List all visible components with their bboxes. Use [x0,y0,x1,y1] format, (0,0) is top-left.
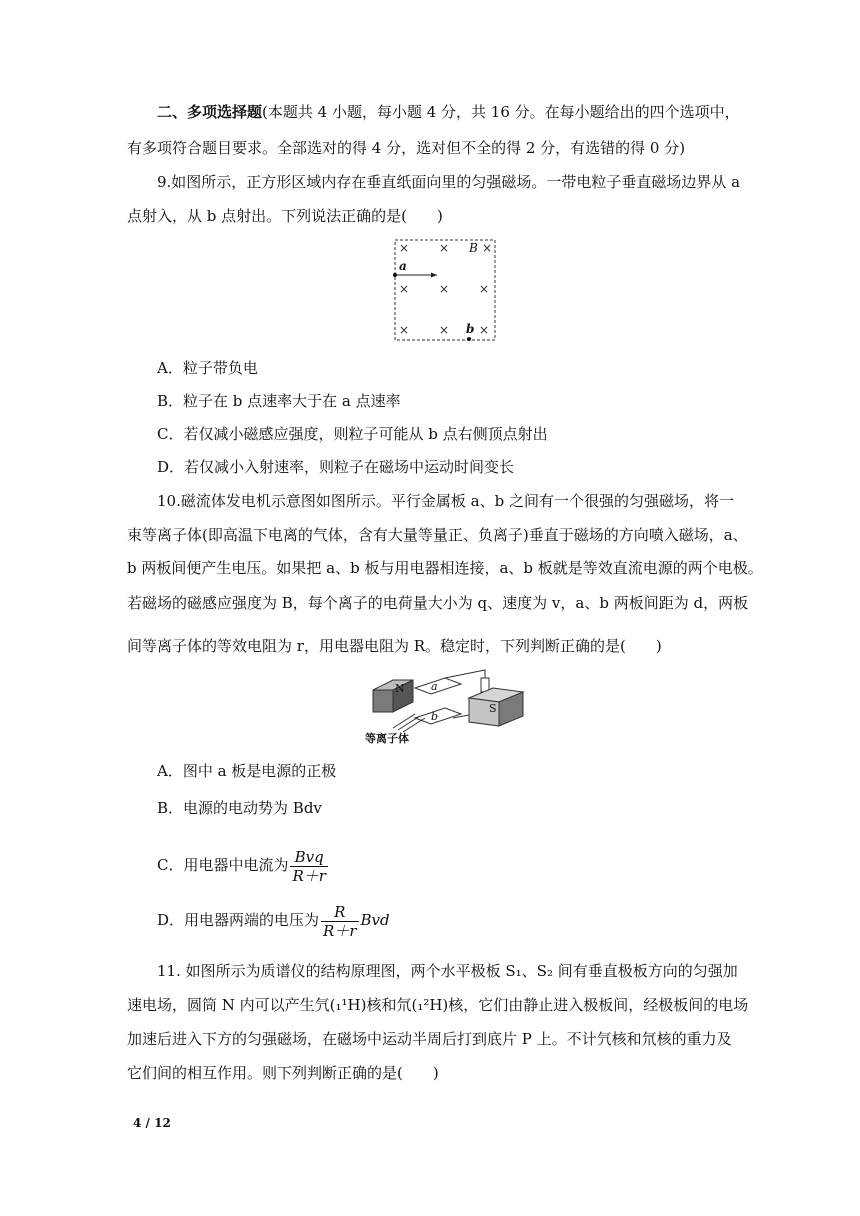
q10-stem-line-1: 10.磁流体发电机示意图如图所示。平行金属板 a、b 之间有一个很强的匀强磁场，将一 [157,492,734,510]
field-cross: × [439,241,450,255]
fraction-numerator: R [321,903,358,922]
q10-option-c-text: C．用电器中电流为 [157,856,289,874]
q11-stem-line-2: 速电场，圆筒 N 内可以产生氕(₁¹H)核和氘(₁²H)核，它们由静止进入极板间，经极板间的电场 [127,996,749,1014]
q10-option-c [157,845,330,885]
q9-stem-line-2: 点射入，从 b 点射出。下列说法正确的是( ) [127,207,443,225]
field-cross: × [482,241,493,255]
field-cross: × [399,323,410,337]
q10-option-d [157,900,390,940]
q11-stem-line-1: 11. 如图所示为质谱仪的结构原理图，两个水平极板 S₁、S₂ 间有垂直极板方向的匀强加 [157,962,738,980]
q10-option-d-suffix: Bvd [360,911,390,929]
q10-mhd-generator-figure [365,668,530,746]
q10-option-d-fraction [321,903,358,940]
field-cross: × [399,282,410,296]
field-cross: × [479,323,490,337]
q9-option-d: D．若仅减小入射速率，则粒子在磁场中运动时间变长 [157,458,515,476]
q11-stem-line-3: 加速后进入下方的匀强磁场，在磁场中运动半周后打到底片 P 上。不计氕核和氘核的重力及 [127,1030,732,1048]
q10-option-c-fraction [290,848,327,885]
q10-stem-line-2: 束等离子体(即高温下电离的气体，含有大量等量正、负离子)垂直于磁场的方向喷入磁场，a、 [127,526,748,544]
point-a-dot [393,273,397,277]
plate-a-label: a [431,680,438,693]
q9-stem-line-1: 9.如图所示，正方形区域内存在垂直纸面向里的匀强磁场。一带电粒子垂直磁场边界从 a [157,173,741,191]
field-cross: × [399,241,410,255]
label-b: b [466,322,475,336]
q11-stem-line-4: 它们间的相互作用。则下列判断正确的是( ) [127,1064,439,1082]
point-b-dot [467,337,471,341]
plasma-caption: 等离子体 [365,732,409,745]
q10-stem-line-3: b 两板间便产生电压。如果把 a、b 板与用电器相连接，a、b 板就是等效直流电源的两个电极。 [127,559,763,577]
q9-option-a: A．粒子带负电 [157,359,258,377]
field-cross: × [439,282,450,296]
page-number: 4 / 12 [133,1116,171,1130]
section-title: 二、多项选择题 [157,103,263,121]
q9-option-b: B．粒子在 b 点速率大于在 a 点速率 [157,392,401,410]
velocity-arrowhead [431,273,437,278]
plate-b-label: b [431,710,439,723]
section-instructions-1: (本题共 4 小题，每小题 4 分，共 16 分。在每小题给出的四个选项中， [262,103,740,121]
section-header-line-1 [157,101,740,123]
q10-stem-line-4: 若磁场的磁感应强度为 B，每个离子的电荷量大小为 q、速度为 v，a、b 两板间距为 d，两板 [127,594,749,612]
label-B: B [469,241,478,255]
q10-option-d-text: D．用电器两端的电压为 [157,911,320,929]
q10-stem-line-5: 间等离子体的等效电阻为 r，用电器电阻为 R。稳定时，下列判断正确的是( ) [127,637,662,655]
field-cross: × [439,323,450,337]
magnet-n-label: N [395,682,405,695]
q10-option-a: A．图中 a 板是电源的正极 [157,762,337,780]
magnet-s-label: S [489,702,497,715]
field-cross: × [479,282,490,296]
q9-option-c: C．若仅减小磁感应强度，则粒子可能从 b 点右侧顶点射出 [157,425,548,443]
q9-magnetic-field-figure [385,238,500,343]
fraction-denominator: R＋r [292,866,326,885]
label-a: a [399,259,407,273]
fraction-denominator: R＋r [323,921,357,940]
q10-option-b: B．电源的电动势为 Bdv [157,799,322,817]
section-instructions-2: 有多项符合题目要求。全部选对的得 4 分，选对但不全的得 2 分，有选错的得 0 分) [127,139,686,157]
fraction-numerator: Bvq [290,848,327,867]
